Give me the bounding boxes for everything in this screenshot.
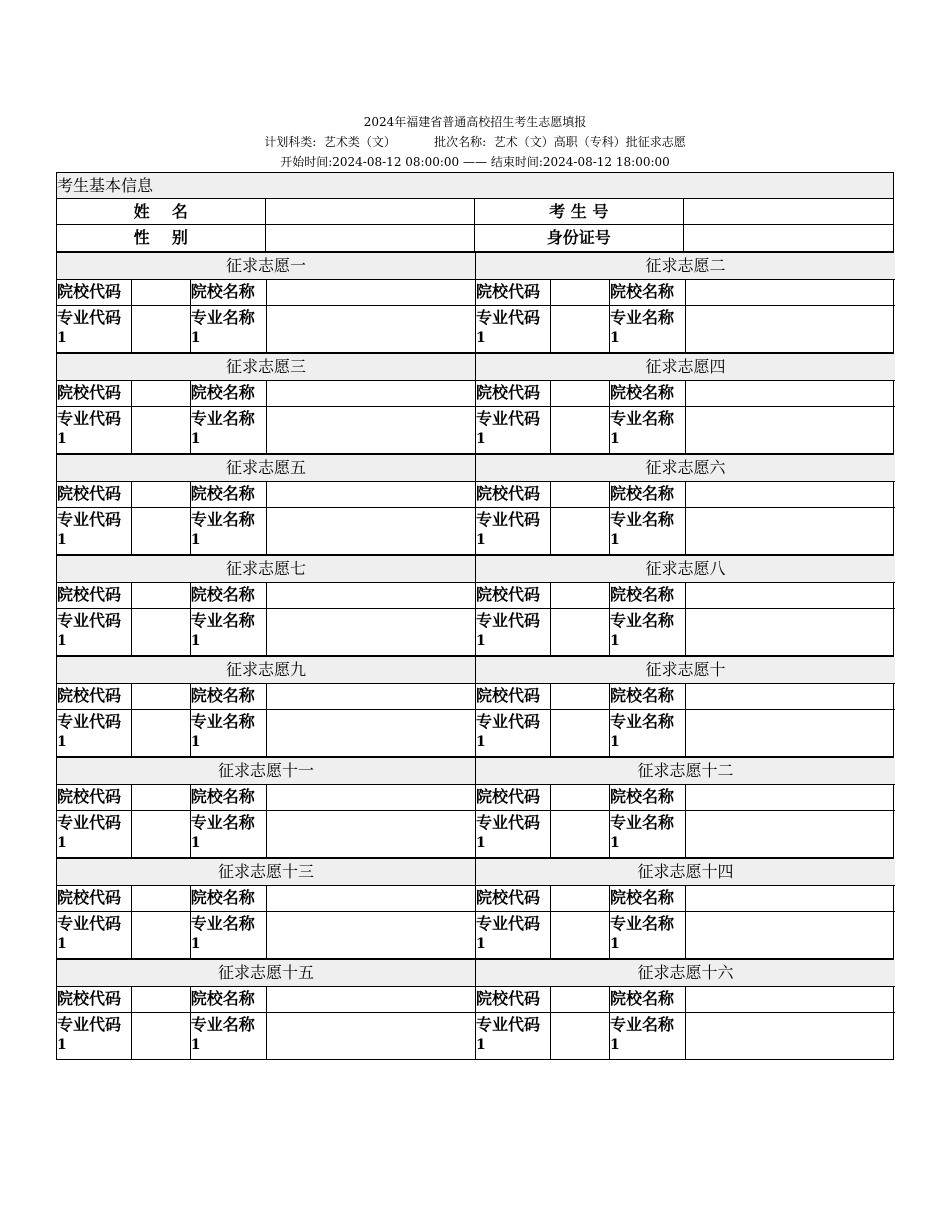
major-name-label: [191, 407, 267, 453]
major-name-index: 1: [190, 330, 201, 346]
major-name-label: [191, 306, 267, 352]
major-name-field[interactable]: [267, 1013, 476, 1059]
major-name-index: 1: [190, 431, 201, 447]
major-code-field[interactable]: [551, 306, 610, 352]
volunteer-block: [57, 253, 476, 352]
major-name-label: [610, 710, 686, 756]
volunteer-pair: [57, 857, 893, 958]
volunteer-title: 征求志愿二: [476, 253, 895, 280]
major-name-index: 1: [190, 734, 201, 750]
major-name-label: [610, 912, 686, 958]
school-name-label: 院校名称: [191, 987, 267, 1012]
major-name-field[interactable]: [686, 1013, 895, 1059]
school-name-field[interactable]: [267, 280, 476, 305]
major-name-index: 1: [610, 532, 620, 548]
school-row: [57, 280, 475, 306]
school-name-label: 院校名称: [191, 482, 267, 507]
major-code-index: 1: [476, 532, 486, 548]
school-row: [476, 886, 895, 912]
volunteer-title: 征求志愿十三: [57, 859, 475, 886]
application-form: [56, 172, 894, 1060]
school-row: [476, 381, 895, 407]
major-name-index: 1: [610, 633, 620, 649]
major-code-field[interactable]: [551, 912, 610, 958]
major-name-label-text: 专业名称: [610, 813, 675, 832]
major-name-label: [610, 407, 686, 453]
major-name-label-text: 专业名称: [190, 510, 255, 529]
school-row: [57, 785, 475, 811]
school-code-label: 院校代码: [57, 583, 132, 608]
form-title: 2024年福建省普通高校招生考生志愿填报: [363, 115, 587, 129]
major-row: [57, 811, 475, 857]
major-row: [57, 1013, 475, 1059]
school-row: [476, 482, 895, 508]
volunteer-pair: [57, 352, 893, 453]
major-name-field[interactable]: [267, 508, 476, 554]
school-code-field[interactable]: [132, 684, 191, 709]
school-name-label: 院校名称: [610, 482, 686, 507]
volunteer-block: [476, 455, 895, 554]
major-name-label: [191, 508, 267, 554]
major-code-label-text: 专业代码: [476, 510, 541, 529]
major-name-label-text: 专业名称: [190, 308, 255, 327]
school-code-label: 院校代码: [476, 280, 551, 305]
major-code-field[interactable]: [551, 508, 610, 554]
major-code-label-text: 专业代码: [476, 308, 541, 327]
school-code-field[interactable]: [132, 482, 191, 507]
major-code-label-text: 专业代码: [476, 712, 541, 731]
volunteer-title: 征求志愿五: [57, 455, 475, 482]
volunteer-block: [57, 859, 476, 958]
school-name-field[interactable]: [686, 684, 895, 709]
major-name-field[interactable]: [686, 407, 895, 453]
major-name-index: 1: [190, 633, 201, 649]
volunteer-title: 征求志愿八: [476, 556, 895, 583]
school-name-field[interactable]: [267, 381, 476, 406]
major-code-index: 1: [476, 734, 486, 750]
volunteer-block: [57, 657, 476, 756]
major-code-field[interactable]: [132, 811, 191, 857]
major-row: [476, 407, 895, 453]
school-code-label: 院校代码: [57, 280, 132, 305]
major-code-label: [57, 811, 132, 857]
major-name-field[interactable]: [686, 912, 895, 958]
major-name-index: 1: [190, 936, 201, 952]
major-name-label: [610, 1013, 686, 1059]
volunteer-block: [476, 758, 895, 857]
school-name-label: 院校名称: [191, 684, 267, 709]
major-name-label: [191, 811, 267, 857]
major-name-field[interactable]: [267, 609, 476, 655]
major-name-label-text: 专业名称: [610, 611, 675, 630]
id-number-label: 身份证号: [475, 225, 684, 251]
plan-batch-line: [0, 132, 950, 152]
major-name-label-text: 专业名称: [190, 409, 255, 428]
major-name-label-text: 专业名称: [610, 712, 675, 731]
major-name-label: [610, 811, 686, 857]
school-code-label: 院校代码: [57, 987, 132, 1012]
major-code-label: [476, 912, 551, 958]
major-code-label-text: 专业代码: [57, 308, 122, 327]
school-code-field[interactable]: [132, 381, 191, 406]
school-row: [57, 684, 475, 710]
major-code-field[interactable]: [551, 710, 610, 756]
major-name-label-text: 专业名称: [190, 914, 255, 933]
major-name-field[interactable]: [686, 710, 895, 756]
volunteer-block: [476, 657, 895, 756]
major-name-label: [191, 1013, 267, 1059]
major-row: [476, 811, 895, 857]
end-value: 2024-08-12 18:00:00: [542, 155, 670, 169]
major-row: [476, 609, 895, 655]
plan-value: 艺术类（文）: [323, 135, 396, 149]
school-row: [57, 987, 475, 1013]
major-row: [57, 710, 475, 756]
major-code-index: 1: [476, 633, 486, 649]
major-name-label-text: 专业名称: [610, 510, 675, 529]
school-name-label: 院校名称: [610, 684, 686, 709]
school-name-label: 院校名称: [610, 785, 686, 810]
major-name-label: [610, 508, 686, 554]
major-code-label: [476, 609, 551, 655]
school-code-label: 院校代码: [476, 886, 551, 911]
major-name-label-text: 专业名称: [190, 1015, 255, 1034]
major-code-index: 1: [476, 835, 486, 851]
major-code-label-text: 专业代码: [476, 611, 541, 630]
volunteer-title: 征求志愿四: [476, 354, 895, 381]
school-code-field[interactable]: [551, 785, 610, 810]
gender-field[interactable]: [266, 225, 476, 251]
school-code-field[interactable]: [551, 886, 610, 911]
major-name-label: [610, 609, 686, 655]
school-name-field[interactable]: [686, 785, 895, 810]
major-row: [476, 710, 895, 756]
volunteer-block: [57, 758, 476, 857]
major-name-label: [191, 710, 267, 756]
major-code-label: [57, 710, 132, 756]
school-code-field[interactable]: [551, 280, 610, 305]
volunteer-title: 征求志愿六: [476, 455, 895, 482]
major-code-index: 1: [57, 633, 67, 649]
school-name-field[interactable]: [267, 785, 476, 810]
major-code-label-text: 专业代码: [57, 813, 122, 832]
major-code-label-text: 专业代码: [476, 1015, 541, 1034]
major-code-label-text: 专业代码: [476, 409, 541, 428]
major-code-label: [57, 1013, 132, 1059]
basic-info-row-2: [57, 225, 893, 251]
school-name-label: 院校名称: [191, 280, 267, 305]
major-code-field[interactable]: [132, 306, 191, 352]
volunteer-title: 征求志愿一: [57, 253, 475, 280]
start-label: 开始时间:: [280, 155, 333, 169]
major-code-label: [476, 811, 551, 857]
basic-info-row-1: [57, 199, 893, 225]
school-name-label: 院校名称: [191, 583, 267, 608]
volunteer-pair: [57, 756, 893, 857]
major-row: [57, 306, 475, 352]
major-name-label-text: 专业名称: [190, 712, 255, 731]
school-code-label: 院校代码: [476, 381, 551, 406]
major-name-index: 1: [610, 1037, 620, 1053]
exam-number-field[interactable]: [684, 199, 894, 224]
major-code-index: 1: [57, 532, 67, 548]
major-code-field[interactable]: [551, 811, 610, 857]
major-row: [57, 609, 475, 655]
major-code-label-text: 专业代码: [57, 712, 122, 731]
major-code-index: 1: [57, 330, 67, 346]
major-name-label: [191, 609, 267, 655]
major-code-label: [476, 1013, 551, 1059]
volunteer-pair: [57, 554, 893, 655]
school-row: [476, 280, 895, 306]
major-code-label-text: 专业代码: [476, 914, 541, 933]
school-name-field[interactable]: [267, 886, 476, 911]
id-number-field[interactable]: [684, 225, 894, 251]
major-code-label-text: 专业代码: [57, 1015, 122, 1034]
major-name-label-text: 专业名称: [610, 409, 675, 428]
major-name-label: [191, 912, 267, 958]
major-code-label: [57, 306, 132, 352]
school-code-field[interactable]: [551, 684, 610, 709]
school-code-field[interactable]: [132, 280, 191, 305]
school-code-label: 院校代码: [476, 482, 551, 507]
volunteer-pair: [57, 958, 893, 1059]
major-code-field[interactable]: [551, 1013, 610, 1059]
volunteer-title: 征求志愿十五: [57, 960, 475, 987]
volunteer-block: [476, 859, 895, 958]
major-code-field[interactable]: [132, 1013, 191, 1059]
major-code-index: 1: [476, 1037, 486, 1053]
volunteer-block: [57, 354, 476, 453]
school-code-label: 院校代码: [57, 482, 132, 507]
form-header: [0, 112, 950, 172]
major-code-field[interactable]: [551, 609, 610, 655]
school-code-field[interactable]: [132, 987, 191, 1012]
major-code-index: 1: [57, 1037, 67, 1053]
major-name-index: 1: [610, 835, 620, 851]
exam-number-label: 考 生 号: [475, 199, 684, 224]
major-code-index: 1: [57, 936, 67, 952]
school-row: [57, 583, 475, 609]
school-code-label: 院校代码: [57, 886, 132, 911]
time-line: [0, 152, 950, 172]
major-row: [57, 912, 475, 958]
volunteer-block: [476, 354, 895, 453]
major-code-index: 1: [476, 936, 486, 952]
volunteer-title: 征求志愿十一: [57, 758, 475, 785]
gender-label: 性 别: [57, 225, 266, 251]
major-code-label: [476, 407, 551, 453]
school-code-label: 院校代码: [57, 684, 132, 709]
school-name-field[interactable]: [267, 684, 476, 709]
school-row: [476, 785, 895, 811]
major-name-field[interactable]: [267, 407, 476, 453]
major-code-index: 1: [476, 330, 486, 346]
major-code-label-text: 专业代码: [57, 914, 122, 933]
school-row: [476, 987, 895, 1013]
major-row: [476, 306, 895, 352]
school-code-field[interactable]: [132, 583, 191, 608]
volunteer-title: 征求志愿九: [57, 657, 475, 684]
volunteer-block: [57, 960, 476, 1059]
major-code-field[interactable]: [132, 912, 191, 958]
volunteer-block: [476, 960, 895, 1059]
volunteer-block: [476, 556, 895, 655]
major-name-field[interactable]: [686, 609, 895, 655]
volunteer-title: 征求志愿三: [57, 354, 475, 381]
major-code-field[interactable]: [132, 710, 191, 756]
school-row: [476, 684, 895, 710]
school-name-field[interactable]: [267, 987, 476, 1012]
batch-label: 批次名称:: [434, 135, 487, 149]
school-name-field[interactable]: [686, 583, 895, 608]
school-code-label: 院校代码: [476, 987, 551, 1012]
major-name-index: 1: [610, 734, 620, 750]
school-code-field[interactable]: [551, 482, 610, 507]
major-name-label-text: 专业名称: [610, 308, 675, 327]
school-name-label: 院校名称: [610, 381, 686, 406]
major-code-index: 1: [57, 734, 67, 750]
major-code-label-text: 专业代码: [57, 611, 122, 630]
school-name-field[interactable]: [686, 482, 895, 507]
major-name-field[interactable]: [267, 306, 476, 352]
school-row: [57, 381, 475, 407]
major-code-field[interactable]: [132, 508, 191, 554]
major-code-field[interactable]: [551, 407, 610, 453]
major-code-index: 1: [476, 431, 486, 447]
school-name-label: 院校名称: [610, 987, 686, 1012]
plan-label: 计划科类:: [264, 135, 317, 149]
major-code-label: [476, 508, 551, 554]
start-value: 2024-08-12 08:00:00: [332, 155, 460, 169]
school-code-label: 院校代码: [57, 381, 132, 406]
school-row: [57, 886, 475, 912]
major-row: [476, 508, 895, 554]
major-name-field[interactable]: [267, 710, 476, 756]
major-row: [57, 407, 475, 453]
major-code-label: [57, 407, 132, 453]
school-code-field[interactable]: [551, 381, 610, 406]
volunteer-pair: [57, 655, 893, 756]
major-code-field[interactable]: [132, 407, 191, 453]
volunteer-title: 征求志愿七: [57, 556, 475, 583]
major-name-field[interactable]: [267, 912, 476, 958]
major-code-label-text: 专业代码: [57, 409, 122, 428]
school-name-label: 院校名称: [191, 785, 267, 810]
dash: ——: [463, 155, 487, 169]
major-name-index: 1: [190, 835, 201, 851]
school-code-label: 院校代码: [476, 583, 551, 608]
end-label: 结束时间:: [490, 155, 543, 169]
school-name-label: 院校名称: [191, 886, 267, 911]
major-code-label-text: 专业代码: [476, 813, 541, 832]
major-name-index: 1: [190, 532, 201, 548]
volunteer-list: [57, 251, 893, 1059]
volunteer-block: [476, 253, 895, 352]
school-name-field[interactable]: [686, 886, 895, 911]
school-code-label: 院校代码: [57, 785, 132, 810]
school-name-label: 院校名称: [191, 381, 267, 406]
volunteer-block: [57, 455, 476, 554]
major-name-index: 1: [610, 431, 620, 447]
volunteer-title: 征求志愿十六: [476, 960, 895, 987]
school-name-field[interactable]: [686, 381, 895, 406]
major-name-label-text: 专业名称: [190, 813, 255, 832]
school-name-label: 院校名称: [610, 886, 686, 911]
school-code-field[interactable]: [551, 583, 610, 608]
basic-info-title: 考生基本信息: [57, 173, 893, 199]
volunteer-block: [57, 556, 476, 655]
major-name-field[interactable]: [686, 306, 895, 352]
major-name-label-text: 专业名称: [610, 1015, 675, 1034]
major-row: [57, 508, 475, 554]
major-name-label-text: 专业名称: [610, 914, 675, 933]
batch-value: 艺术（文）高职（专科）批征求志愿: [493, 135, 686, 149]
school-name-field[interactable]: [686, 987, 895, 1012]
major-code-label: [57, 609, 132, 655]
major-name-label-text: 专业名称: [190, 611, 255, 630]
major-name-label: [610, 306, 686, 352]
name-field[interactable]: [266, 199, 476, 224]
major-code-field[interactable]: [132, 609, 191, 655]
major-name-field[interactable]: [686, 508, 895, 554]
school-name-label: 院校名称: [610, 280, 686, 305]
school-name-field[interactable]: [267, 583, 476, 608]
school-row: [476, 583, 895, 609]
school-code-field[interactable]: [132, 886, 191, 911]
major-row: [476, 912, 895, 958]
school-name-label: 院校名称: [610, 583, 686, 608]
major-code-label: [57, 508, 132, 554]
name-label: 姓 名: [57, 199, 266, 224]
major-name-index: 1: [610, 330, 620, 346]
school-name-field[interactable]: [267, 482, 476, 507]
school-code-field[interactable]: [132, 785, 191, 810]
volunteer-title: 征求志愿十: [476, 657, 895, 684]
major-name-field[interactable]: [686, 811, 895, 857]
school-code-label: 院校代码: [476, 684, 551, 709]
school-row: [57, 482, 475, 508]
major-name-index: 1: [190, 1037, 201, 1053]
volunteer-title: 征求志愿十四: [476, 859, 895, 886]
major-code-label: [57, 912, 132, 958]
major-code-label-text: 专业代码: [57, 510, 122, 529]
volunteer-title: 征求志愿十二: [476, 758, 895, 785]
major-code-label: [476, 306, 551, 352]
major-code-index: 1: [57, 835, 67, 851]
major-name-index: 1: [610, 936, 620, 952]
school-code-label: 院校代码: [476, 785, 551, 810]
school-code-field[interactable]: [551, 987, 610, 1012]
volunteer-pair: [57, 251, 893, 352]
major-name-field[interactable]: [267, 811, 476, 857]
school-name-field[interactable]: [686, 280, 895, 305]
major-row: [476, 1013, 895, 1059]
volunteer-pair: [57, 453, 893, 554]
major-code-label: [476, 710, 551, 756]
major-code-index: 1: [57, 431, 67, 447]
